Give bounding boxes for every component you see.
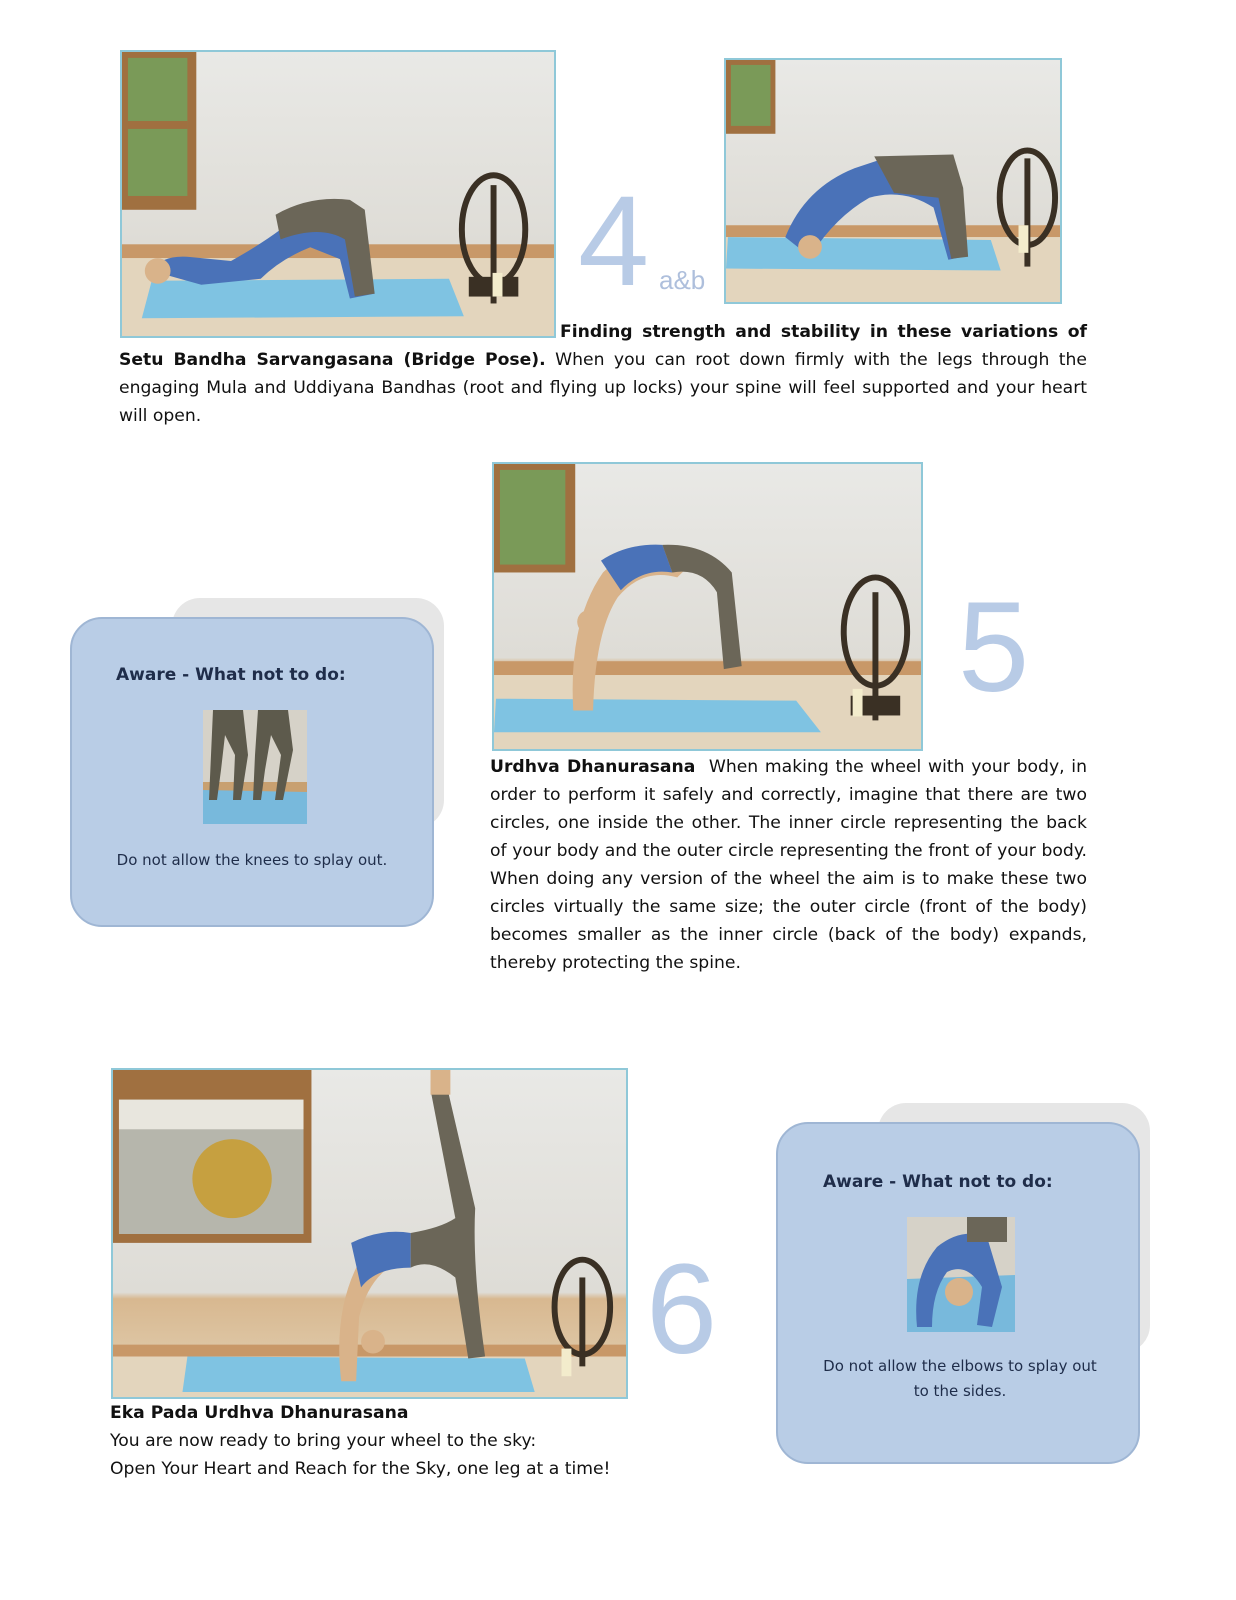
aware-card-5 <box>70 617 434 927</box>
aware-title-6: Aware - What not to do: <box>823 1172 1053 1192</box>
section6-line2: Open Your Heart and Reach for the Sky, one leg at a time! <box>110 1459 611 1479</box>
section5-body: When making the wheel with your body, in order to perform it safely and correctly, imagine that there are two circles, one inside the other. The inner circle representing the back of your body and the outer circle representing the front of your body. When doing any version of the wheel the aim is to make these two circles virtually the same size; the outer circle (front of the body) becomes smaller as the inner circle (back of the body) expands, thereby protecting the spine. <box>490 757 1087 973</box>
section6-caption <box>110 1399 730 1483</box>
section4-caption <box>119 318 1087 430</box>
aware-text-6: Do not allow the elbows to splay out to the sides. <box>823 1357 1097 1400</box>
aware-title-5: Aware - What not to do: <box>116 665 346 685</box>
aware-card-6 <box>776 1122 1140 1464</box>
section5-pose-name: Urdhva Dhanurasana <box>490 757 696 777</box>
knees-splay-thumbnail <box>203 710 307 824</box>
section5-description <box>490 753 1087 977</box>
step-number-4: 4 <box>578 170 650 313</box>
wheel-pose-photo <box>492 462 923 751</box>
section4-caption-bold: Finding strength and stability in these variations of Setu Bandha Sarvangasana (Bridge Pose). <box>119 322 1087 370</box>
section6-line1: You are now ready to bring your wheel to the sky: <box>110 1431 537 1451</box>
aware-text-5: Do not allow the knees to splay out. <box>116 851 388 869</box>
section6-pose-name: Eka Pada Urdhva Dhanurasana <box>110 1403 409 1423</box>
bridge-pose-photo-a <box>120 50 556 338</box>
section4-caption-body: When you can root down firmly with the legs through the engaging Mula and Uddiyana Bandhas (root and flying up locks) your spine will feel supported and your heart will open. <box>119 350 1087 426</box>
bridge-pose-photo-b <box>724 58 1062 304</box>
step-number-5: 5 <box>958 576 1030 719</box>
elbows-splay-thumbnail <box>907 1217 1015 1332</box>
one-leg-wheel-photo <box>111 1068 628 1399</box>
step-number-6: 6 <box>646 1238 718 1381</box>
step-suffix: a&b <box>659 265 706 295</box>
